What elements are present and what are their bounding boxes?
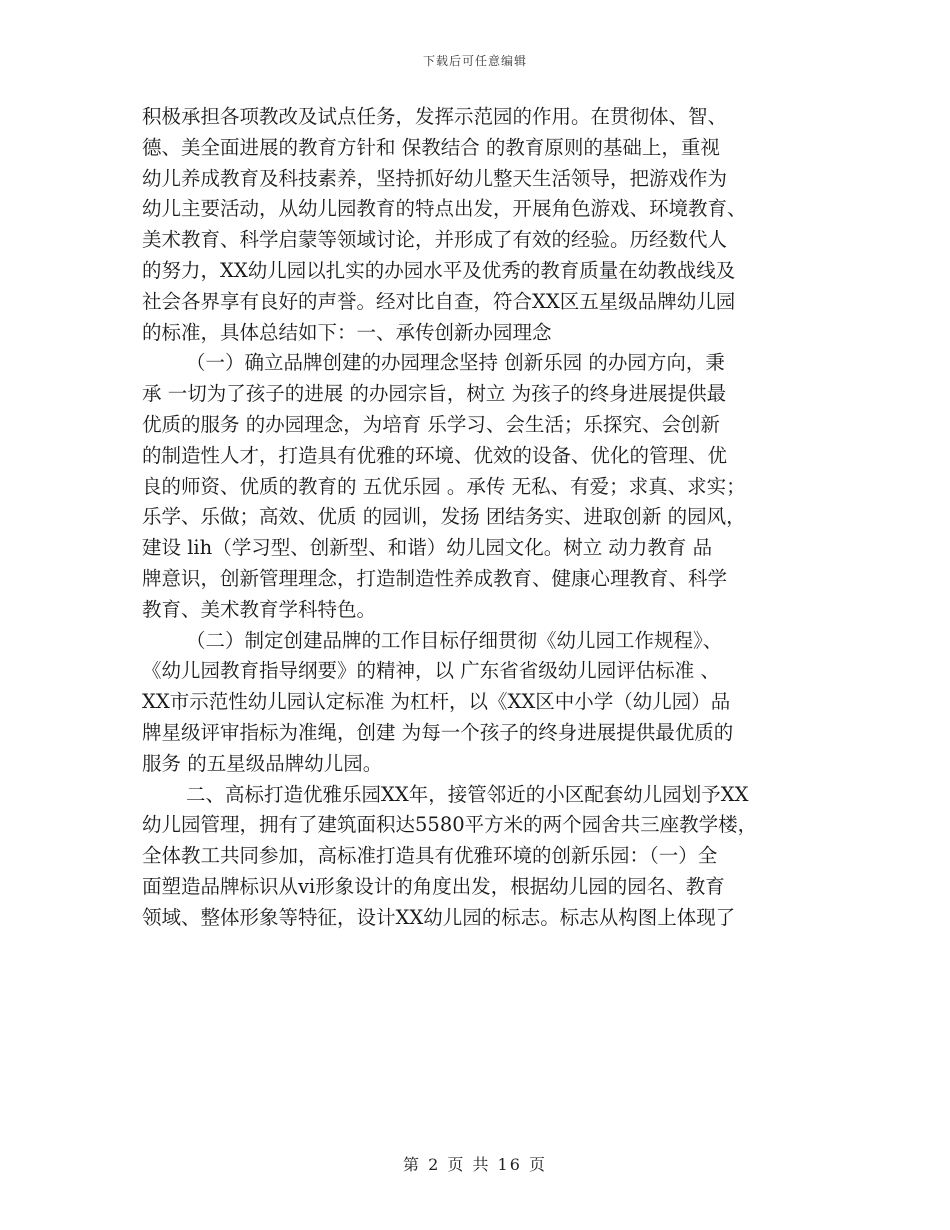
text-line: 德、美全面进展的教育方针和 保教结合 的教育原则的基础上，重视 — [142, 135, 720, 159]
text-line: 积极承担各项教改及试点任务，发挥示范园的作用。在贯彻体、智、 — [142, 105, 728, 128]
text-line: 美术教育、科学启蒙等领域讨论，并形成了有效的经验。历经数代人 — [142, 228, 728, 252]
text-line: 幼儿主要活动，从幼儿园教育的特点出发，开展角色游戏、环境教育、 — [142, 197, 747, 221]
page-number: 第 2 页 共 16 页 — [403, 1155, 547, 1174]
text-line: XX市示范性幼儿园认定标准 为杠杆，以《XX区中小学（幼儿园）品 — [142, 690, 731, 714]
text-line: 的制造性人才，打造具有优雅的环境、优效的设备、优化的管理、优 — [142, 443, 728, 467]
text-line: 面塑造品牌标识从vi形象设计的角度出发，根据幼儿园的园名、教育 — [142, 874, 725, 898]
text-line: 社会各界享有良好的声誉。经对比自查，符合XX区五星级品牌幼儿园 — [142, 289, 736, 313]
text-line: 乐学、乐做；高效、优质 的园训，发扬 团结务实、进取创新 的园风， — [142, 505, 746, 529]
text-line: 幼儿养成教育及科技素养，坚持抓好幼儿整天生活领导，把游戏作为 — [142, 166, 728, 190]
paragraph-start-line: （一）确立品牌创建的办园理念坚持 创新乐园 的办园方向，秉 — [186, 351, 725, 375]
text-line: 服务 的五星级品牌幼儿园。 — [142, 751, 383, 775]
text-line: 牌意识，创新管理理念，打造制造性养成教育、健康心理教育、科学 — [142, 566, 728, 590]
text-line: 《幼儿园教育指导纲要》的精神，以 广东省省级幼儿园评估标准 、 — [142, 659, 720, 683]
text-line: 的努力，XX幼儿园以扎实的办园水平及优秀的教育质量在幼教战线及 — [142, 258, 736, 282]
text-line: 幼儿园管理，拥有了建筑面积达5580平方米的两个园舍共三座教学楼， — [142, 813, 758, 837]
text-line: 良的师资、优质的教育的 五优乐园 。承传 无私、有爱；求真、求实； — [142, 474, 746, 498]
paragraph-start-line: 二、高标打造优雅乐园XX年，接管邻近的小区配套幼儿园划予XX — [186, 782, 749, 806]
text-line: 的标准，具体总结如下：一、承传创新办园理念 — [142, 320, 552, 344]
text-line: 领域、整体形象等特征，设计XX幼儿园的标志。标志从构图上体现了 — [142, 905, 736, 929]
text-line: 牌星级评审指标为准绳，创建 为每一个孩子的终身进展提供最优质的 — [142, 720, 734, 744]
text-line: 承 一切为了孩子的进展 的办园宗旨，树立 为孩子的终身进展提供最 — [142, 382, 727, 406]
document-body — [142, 102, 812, 934]
page-header-note: 下载后可任意编辑 — [422, 54, 527, 68]
paragraph-start-line: （二）制定创建品牌的工作目标仔细贯彻《幼儿园工作规程》、 — [186, 628, 723, 652]
text-line: 建设 lih（学习型、创新型、和谐）幼儿园文化。树立 动力教育 品 — [142, 536, 713, 560]
text-line: 优质的服务 的办园理念，为培育 乐学习、会生活；乐探究、会创新 — [142, 412, 720, 436]
text-line: 教育、美术教育学科特色。 — [142, 597, 377, 621]
text-line: 全体教工共同参加，高标准打造具有优雅环境的创新乐园：（一）全 — [142, 844, 718, 868]
